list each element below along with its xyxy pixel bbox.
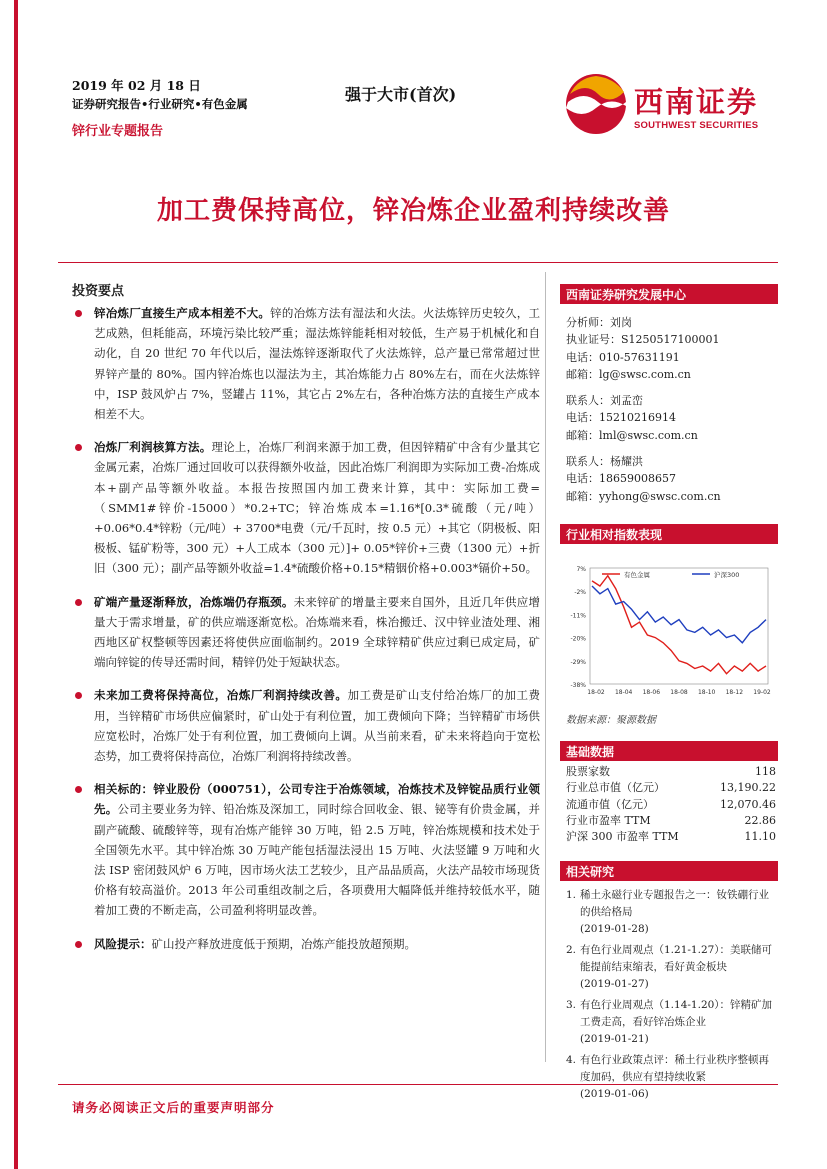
company-logo — [564, 72, 764, 138]
index-header: 行业相对指数表现 — [560, 524, 778, 544]
research-center-header: 西南证券研究发展中心 — [560, 284, 778, 304]
contact-line: 电话：15210216914 — [566, 411, 676, 425]
contact-line: 电话：18659008657 — [566, 472, 676, 486]
key-point: 未来加工费将保持高位，冶炼厂利润持续改善。加工费是矿山支付给冶炼厂的加工费用，当锌精矿市场供应偏紧时，矿山处于有利位置，加工费倾向下降；当锌精矿市场供应宽松时，冶炼厂处于有利位置，加工费倾向上调。从当前来看，矿未来将趋向于宽松态势，加工费将保持高位，冶炼厂利润将持续改善。 — [72, 685, 540, 766]
y-tick-label: -20% — [570, 635, 586, 643]
x-tick-label: 18-06 — [642, 689, 661, 696]
contact-email[interactable]: 邮箱：lg@swsc.com.cn — [566, 367, 691, 381]
contact-line: 联系人：杨耀洪 — [566, 455, 643, 469]
key-point: 锌冶炼厂直接生产成本相差不大。锌的冶炼方法有湿法和火法。火法炼锌历史较久，工艺成熟，但耗能高，环境污染比较严重；湿法炼锌能耗相对较低，生产易于机械化和自动化，自 20 世纪 70 年代以后，湿法炼锌逐渐取代了火法炼锌，总产量已常常超过世界锌产量的 80%。国内锌冶炼也以湿法为主，其冶炼能力占 80%左右，而在火法炼锌中，ISP 鼓风炉占 7%，竖罐占 11%，其它占 2%左右，各种冶炼方法的直接生产成本相差不大。 — [72, 303, 540, 424]
report-date: 2019 年 02 月 18 日 — [72, 78, 201, 93]
y-tick-label: -2% — [574, 589, 586, 597]
y-tick-label: -29% — [570, 658, 586, 666]
data-source: 数据来源：聚源数据 — [566, 715, 656, 726]
logo-name-cn: 西南证券 — [634, 85, 759, 119]
y-tick-label: -11% — [570, 612, 586, 620]
x-tick-label: 18-04 — [614, 689, 633, 696]
related-research-list — [566, 887, 776, 1107]
key-point: 冶炼厂利润核算方法。理论上，冶炼厂利润来源于加工费，但因锌精矿中含有少量其它金属元素，冶炼厂通过回收可以获得额外收益，因此冶炼厂利润即为实际加工费-冶炼成本+副产品等额外收益。本报告按照国内加工费来计算，其中：实际加工费=（SMM1#锌价-15000）*0.2+TC；锌冶炼成本=1.16*[0.3*硫酸（元/吨）+0.06*0.4*锌粉（元/吨）+ 3700*电费（元/千瓦时，按 0.5 元）+其它（阴极板、阳极板、锰矿粉等，300 元）+人工成本（300 元）]+ 0.05*锌价+三费（1300 元）+折旧（300 元）；副产品等额外收益=1.4*硫酸价格+0.15*精铟价格+0.003*镉价+50。 — [72, 437, 540, 578]
legend-label: 有色金属 — [624, 571, 650, 579]
x-tick-label: 18-08 — [670, 689, 688, 696]
key-point: 风险提示：矿山投产释放进度低于预期，冶炼产能投放超预期。 — [72, 934, 540, 954]
related-research-header: 相关研究 — [560, 861, 778, 881]
column-divider — [545, 272, 546, 1062]
industry-rating: 强于大市(首次) — [345, 85, 457, 104]
bullet-icon — [75, 444, 82, 451]
contact-line: 分析师：刘岗 — [566, 316, 632, 329]
legend-label: 沪深300 — [714, 571, 740, 579]
y-tick-label: 7% — [576, 566, 586, 573]
x-tick-label: 18-12 — [725, 689, 744, 696]
logo-emblem-icon — [564, 72, 628, 136]
contact-line: 联系人：刘孟峦 — [566, 394, 643, 408]
key-point: 矿端产量逐渐释放，冶炼端仍存瓶颈。未来锌矿的增量主要来自国外，且近几年供应增量大于需求增量，矿的供应端逐渐宽松。冶炼端来看，株冶搬迁、汉中锌业渣处理、湘西地区矿权整顿等因素还将使供应面临制约。2019 全球锌精矿供应过剩已成定局，矿端向锌锭的传导还需时间，精锌仍处于短缺状态。 — [72, 592, 540, 673]
basic-data-header: 基础数据 — [560, 741, 778, 761]
related-report-link[interactable]: 3. 有色行业周观点（1.14-1.20）：锌精矿加工费走高，看好锌冶炼企业 (2019-01-21) — [566, 999, 773, 1045]
basic-data-row: 流通市值（亿元） 12,070.46 — [566, 797, 776, 811]
basic-data-row: 行业总市值（亿元） 13,190.22 — [566, 781, 776, 795]
left-accent-bar — [14, 0, 18, 1169]
related-report-link[interactable]: 1. 稀土永磁行业专题报告之一：钕铁硼行业的供给格局 (2019-01-28) — [566, 889, 769, 935]
x-tick-label: 18-10 — [697, 689, 716, 696]
contact-line: 电话：010-57631191 — [566, 350, 680, 364]
contact-email[interactable]: 邮箱：yyhong@swsc.com.cn — [566, 489, 721, 503]
bullet-icon — [75, 786, 82, 793]
series-line — [592, 576, 766, 674]
key-point: 相关标的：锌业股份（000751），公司专注于冶炼领域，冶炼技术及锌锭品质行业领先。公司主要业务为锌、铅冶炼及深加工，同时综合回收金、银、铋等有价贵金属，并副产硫酸、硫酸锌等，现有冶炼产能锌 30 万吨，铅 2.5 万吨，锌冶炼规模和技术处于全国领先水平。其中锌冶炼 30 万吨产能包括湿法浸出 15 万吨、火法竖罐 9 万吨和火法 ISP 密闭鼓风炉 6 万吨，因市场火法工艺较少，且产品品质高，火法产品较市场现货价格有较高溢价。2013 年公司重组改制之后，各项费用大幅降低并维持较低水平，随着加工费的不断走高，公司盈利将明显改善。 — [72, 779, 540, 920]
basic-data-table — [566, 764, 776, 845]
plot-frame — [590, 568, 768, 684]
disclaimer-link[interactable]: 请务必阅读正文后的重要声明部分 — [72, 1100, 275, 1115]
related-report-link[interactable]: 4. 有色行业政策点评：稀土行业秩序整顿再度加码，供应有望持续收紧 (2019-01-06) — [566, 1054, 769, 1100]
bullet-icon — [75, 310, 82, 317]
x-tick-label: 18-02 — [587, 689, 605, 696]
report-title: 加工费保持高位，锌冶炼企业盈利持续改善 — [156, 196, 670, 226]
bullet-icon — [75, 692, 82, 699]
contact-email[interactable]: 邮箱：lml@swsc.com.cn — [566, 428, 698, 442]
report-kind: 锌行业专题报告 — [72, 124, 164, 139]
y-tick-label: -38% — [570, 682, 586, 689]
basic-data-row: 行业市盈率 TTM 22.86 — [566, 813, 776, 827]
basic-data-row: 股票家数 118 — [566, 765, 776, 778]
report-type: 证券研究报告•行业研究•有色金属 — [72, 97, 248, 111]
section-title: 投资要点 — [72, 284, 125, 299]
bullet-icon — [75, 599, 82, 606]
contact-line: 执业证号：S1250517100001 — [566, 333, 720, 347]
related-report-link[interactable]: 2. 有色行业周观点（1.21-1.27）：美联储可能提前结束缩表，看好黄金板块 (2019-01-27) — [566, 944, 773, 990]
footer-divider — [58, 1084, 778, 1085]
relative-index-chart — [560, 560, 778, 708]
contacts — [566, 314, 776, 505]
logo-name-en: SOUTHWEST SECURITIES — [634, 120, 759, 131]
x-tick-label: 19-02 — [753, 689, 771, 696]
basic-data-row: 沪深 300 市盈率 TTM 11.10 — [566, 830, 776, 844]
key-points — [72, 303, 540, 967]
title-divider — [58, 262, 778, 263]
bullet-icon — [75, 941, 82, 948]
